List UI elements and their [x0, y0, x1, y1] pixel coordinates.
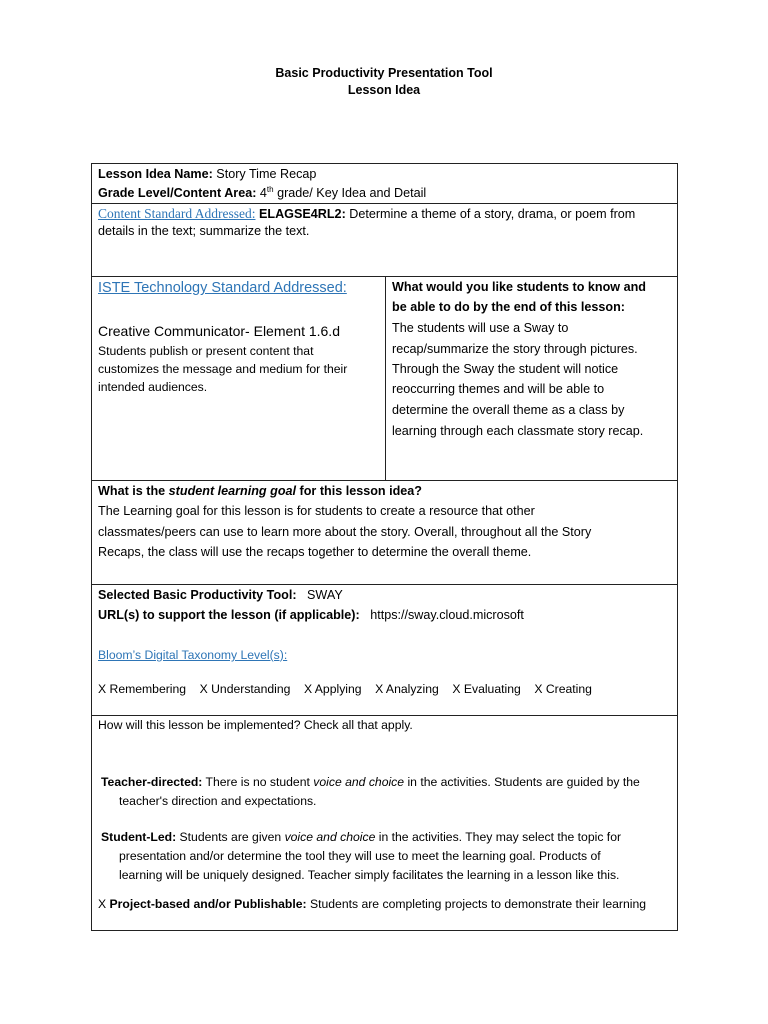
project-based-check: X	[98, 897, 110, 911]
teacher-directed-text1: There is no student	[202, 775, 314, 789]
url-label: URL(s) to support the lesson (if applicable):	[98, 608, 360, 622]
grade-label: Grade Level/Content Area:	[98, 186, 257, 200]
teacher-directed-line2: teacher's direction and expectations.	[119, 794, 317, 808]
goal-text-2: classmates/peers can use to learn more about the story. Overall, throughout all the Story	[98, 525, 592, 539]
student-led-text2: in the activities. They may select the topic for	[375, 830, 622, 844]
iste-label: ISTE Technology Standard Addressed:	[98, 280, 347, 296]
objectives-answer-6: learning through each classmate story recap.	[392, 424, 644, 438]
lesson-name	[98, 164, 316, 184]
document-title: Basic Productivity Presentation Tool	[275, 66, 493, 80]
implementation-box	[91, 715, 678, 931]
objectives-answer-4: reoccurring themes and will be able to	[392, 382, 605, 396]
blooms-creating: X Creating	[534, 682, 592, 696]
objectives-answer-5: determine the overall theme as a class by	[392, 403, 625, 417]
grade-value: grade/ Key Idea and Detail	[273, 186, 427, 200]
teacher-directed-italic: voice and choice	[313, 775, 405, 789]
objectives-question-1: What would you like students to know and	[392, 280, 646, 294]
teacher-directed-label: Teacher-directed:	[101, 775, 203, 789]
lesson-name-label: Lesson Idea Name:	[98, 167, 213, 181]
grade-suffix: th	[266, 184, 274, 194]
project-based-text: Students are completing projects to demonstrate their learning	[306, 897, 646, 911]
grade-level	[98, 183, 426, 203]
goal-question-prefix: What is the	[98, 484, 169, 498]
blooms-label: Bloom’s Digital Taxonomy Level(s):	[98, 648, 288, 662]
iste-desc-2: customizes the message and medium for their	[98, 362, 348, 376]
goal-question	[98, 481, 422, 501]
teacher-directed-line1	[101, 773, 640, 791]
goal-question-suffix: for this lesson idea?	[296, 484, 422, 498]
project-based-line	[98, 895, 646, 913]
objectives-answer-1: The students will use a Sway to	[392, 321, 569, 335]
document-subtitle: Lesson Idea	[347, 83, 421, 97]
lesson-info-box	[91, 163, 678, 204]
column-divider	[385, 277, 386, 480]
project-based-label: Project-based and/or Publishable:	[109, 897, 307, 911]
implementation-question: How will this lesson be implemented? Check all that apply.	[98, 718, 413, 732]
objectives-question-2: be able to do by the end of this lesson:	[392, 300, 626, 314]
student-led-line1	[101, 828, 621, 846]
lesson-name-value: Story Time Recap	[216, 167, 317, 181]
blooms-applying: X Applying	[303, 682, 362, 696]
blooms-analyzing: X Analyzing	[375, 682, 439, 696]
blooms-remembering: X Remembering	[98, 682, 187, 696]
student-led-italic: voice and choice	[284, 830, 376, 844]
objectives-answer-2: recap/summarize the story through pictures.	[392, 342, 638, 356]
iste-desc-1: Students publish or present content that	[98, 344, 314, 358]
content-standard-code: ELAGSE4RL2:	[258, 207, 346, 221]
tool-blooms-box	[91, 584, 678, 716]
tool-label: Selected Basic Productivity Tool:	[98, 588, 297, 602]
learning-goal-box	[91, 480, 678, 585]
teacher-directed-text2: in the activities. Students are guided by the	[404, 775, 640, 789]
content-standard-box	[91, 203, 678, 277]
student-led-line2: presentation and/or determine the tool they will use to meet the learning goal. Products of	[119, 849, 601, 863]
blooms-levels	[98, 679, 592, 699]
student-led-label: Student-Led:	[101, 830, 177, 844]
student-led-text1: Students are given	[176, 830, 285, 844]
content-standard-text1: Determine a theme of a story, drama, or poem from	[349, 207, 636, 221]
goal-text-1: The Learning goal for this lesson is for students to create a resource that other	[98, 504, 535, 518]
grade-number: 4	[259, 186, 267, 200]
blooms-evaluating: X Evaluating	[452, 682, 521, 696]
content-standard-text2: details in the text; summarize the text.	[98, 224, 310, 238]
content-standard-label: Content Standard Addressed:	[98, 206, 256, 221]
student-led-line3: learning will be uniquely designed. Teacher simply facilitates the learning in a lesson like this.	[119, 868, 620, 882]
standards-objectives-box	[91, 276, 678, 481]
iste-element: Creative Communicator- Element 1.6.d	[98, 323, 340, 339]
url-line	[98, 605, 524, 625]
tool-line	[98, 585, 343, 605]
tool-value: SWAY	[307, 588, 343, 602]
blooms-understanding: X Understanding	[199, 682, 291, 696]
objectives-answer-3: Through the Sway the student will notice	[392, 362, 619, 376]
url-value[interactable]: https://sway.cloud.microsoft	[370, 608, 524, 622]
goal-question-italic: student learning goal	[168, 484, 297, 498]
iste-desc-3: intended audiences.	[98, 380, 208, 394]
goal-text-3: Recaps, the class will use the recaps together to determine the overall theme.	[98, 545, 532, 559]
